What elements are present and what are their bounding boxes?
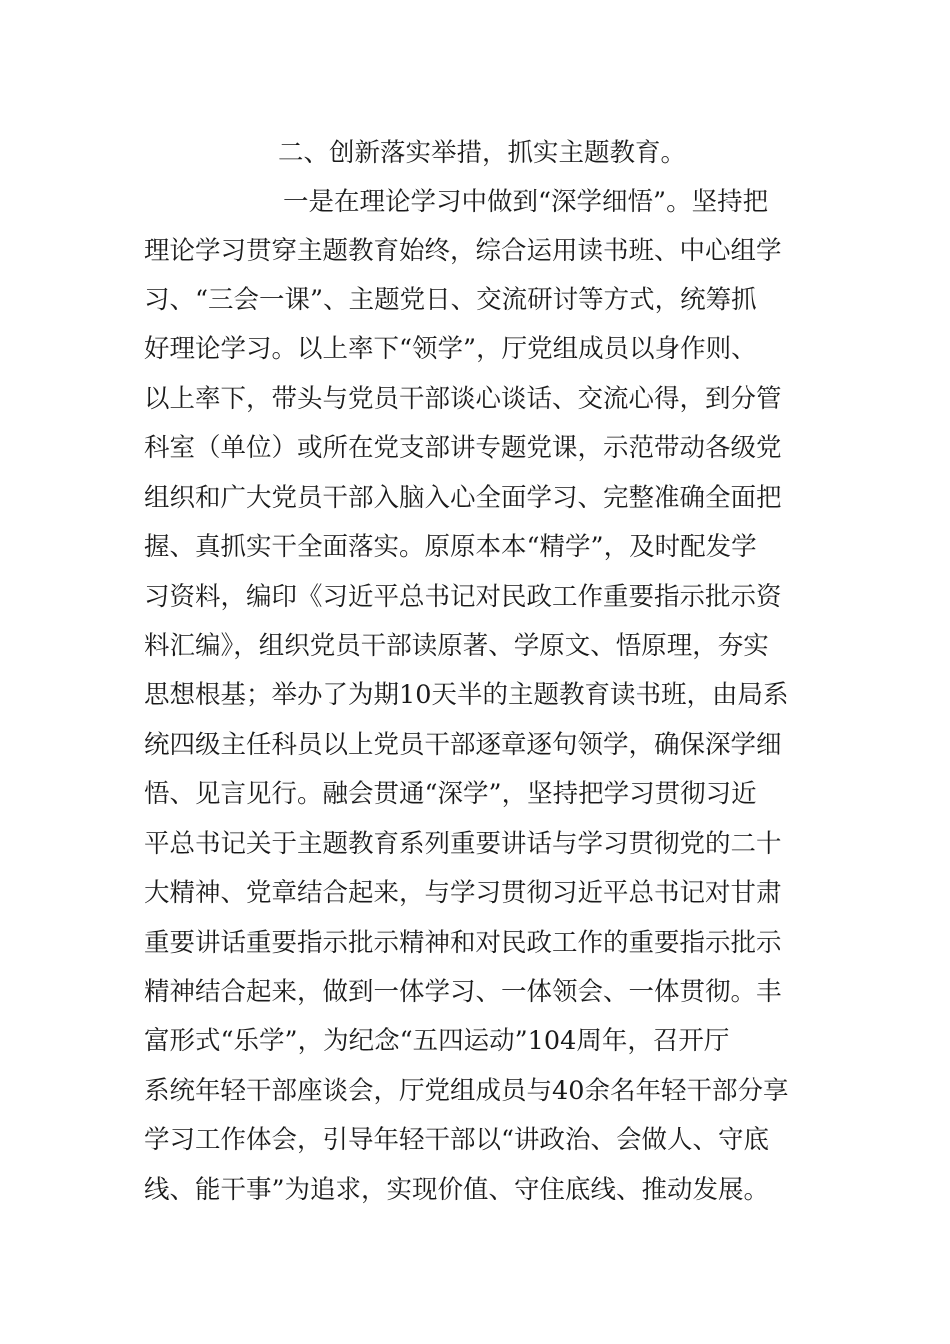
line-text: 习资料，编印《习近平总书记对民政工作重要指示批示资 bbox=[144, 582, 782, 612]
paragraph-line-13 bbox=[0, 769, 950, 819]
line-text: 料汇编》，组织党员干部读原著、学原文、悟原理，夯实 bbox=[144, 631, 769, 661]
paragraph-line-3 bbox=[0, 275, 950, 325]
line-text: 组织和广大党员干部入脑入心全面学习、完整准确全面把 bbox=[144, 483, 782, 513]
line-text: 线、能干事”为追求，实现价值、守住底线、推动发展。 bbox=[144, 1175, 770, 1205]
line-text: 悟、见言见行。融会贯通“深学”，坚持把学习贯彻习近 bbox=[144, 779, 757, 809]
paragraph-line-5 bbox=[0, 374, 950, 424]
line-text: 平总书记关于主题教育系列重要讲话与学习贯彻党的二十 bbox=[144, 829, 782, 859]
paragraph-line-10 bbox=[0, 621, 950, 671]
line-text: 习、“三会一课”、主题党日、交流研讨等方式，统筹抓 bbox=[144, 285, 757, 315]
paragraph-line-11 bbox=[0, 670, 950, 720]
line-text: 系统年轻干部座谈会，厅党组成员与40余名年轻干部分享 bbox=[144, 1076, 789, 1106]
paragraph-line-2 bbox=[0, 226, 950, 276]
paragraph-line-14 bbox=[0, 819, 950, 869]
line-text: 以上率下，带头与党员干部谈心谈话、交流心得，到分管 bbox=[144, 384, 782, 414]
line-text: 学习工作体会，引导年轻干部以“讲政治、会做人、守底 bbox=[144, 1125, 770, 1155]
paragraph-line-19 bbox=[0, 1066, 950, 1116]
line-text: 重要讲话重要指示批示精神和对民政工作的重要指示批示 bbox=[144, 928, 782, 958]
paragraph-line-15 bbox=[0, 868, 950, 918]
line-text: 握、真抓实干全面落实。原原本本“精学”，及时配发学 bbox=[144, 532, 757, 562]
line-text: 富形式“乐学”，为纪念“五四运动”104周年，召开厅 bbox=[144, 1026, 730, 1056]
heading-text: 二、创新落实举措，抓实主题教育。 bbox=[278, 138, 687, 168]
paragraph-line-17 bbox=[0, 967, 950, 1017]
line-text: 科室（单位）或所在党支部讲专题党课，示范带动各级党 bbox=[144, 433, 782, 463]
paragraph-line-18 bbox=[0, 1016, 950, 1066]
line-text: 理论学习贯穿主题教育始终，综合运用读书班、中心组学 bbox=[144, 236, 782, 266]
paragraph-line-9 bbox=[0, 572, 950, 622]
paragraph-line-7 bbox=[0, 473, 950, 523]
paragraph-line-12 bbox=[0, 720, 950, 770]
paragraph-line-16 bbox=[0, 918, 950, 968]
line-text: 精神结合起来，做到一体学习、一体领会、一体贯彻。丰 bbox=[144, 977, 782, 1007]
line-text: 好理论学习。以上率下“领学”，厅党组成员以身作则、 bbox=[144, 334, 757, 364]
paragraph-line-8 bbox=[0, 522, 950, 572]
line-text: 思想根基；举办了为期10天半的主题教育读书班，由局系 bbox=[144, 680, 789, 710]
paragraph-line-1 bbox=[0, 177, 950, 227]
paragraph-line-4 bbox=[0, 324, 950, 374]
paragraph-line-21 bbox=[0, 1165, 950, 1215]
line-text: 大精神、党章结合起来，与学习贯彻习近平总书记对甘肃 bbox=[144, 878, 782, 908]
paragraph-line-6 bbox=[0, 423, 950, 473]
line-text: 一是在理论学习中做到“深学细悟”。坚持把 bbox=[283, 187, 769, 217]
line-text: 统四级主任科员以上党员干部逐章逐句领学，确保深学细 bbox=[144, 730, 782, 760]
paragraph-line-20 bbox=[0, 1115, 950, 1165]
section-heading bbox=[0, 128, 950, 178]
